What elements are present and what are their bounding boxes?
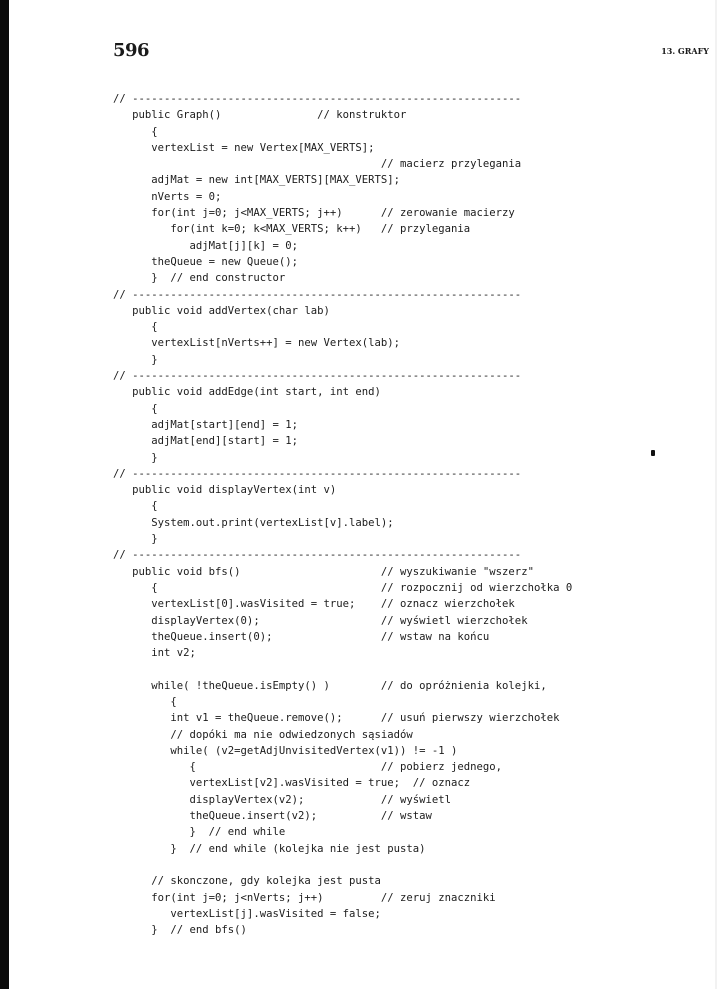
code-line: } // end constructor (113, 272, 286, 285)
code-line: } (113, 533, 158, 546)
code-line (113, 661, 703, 677)
code-line: public void bfs() // wyszukiwanie "wszerz" (113, 565, 534, 578)
code-line: for(int j=0; j<MAX_VERTS; j++) // zerowanie macierzy (113, 207, 515, 220)
code-line: { (113, 321, 158, 334)
code-line: } // end while (113, 826, 286, 839)
code-line: adjMat[j][k] = 0; (113, 239, 298, 252)
code-line: System.out.print(vertexList[v].label); (113, 516, 394, 529)
code-line: } (113, 353, 158, 366)
code-line: // ------------------------------------------------------------- (113, 93, 522, 105)
code-line: int v1 = theQueue.remove(); // usuń pierwszy wierzchołek (113, 712, 560, 725)
code-line: // dopóki ma nie odwiedzonych sąsiadów (113, 728, 413, 741)
code-line: nVerts = 0; (113, 190, 222, 203)
code-line: for(int j=0; j<nVerts; j++) // zeruj znaczniki (113, 891, 496, 904)
code-line: for(int k=0; k<MAX_VERTS; k++) // przylegania (113, 223, 471, 236)
code-line: theQueue = new Queue(); (113, 255, 298, 268)
page-number: 596 (113, 40, 150, 61)
code-line: displayVertex(0); // wyświetl wierzchołek (113, 614, 528, 627)
code-line: adjMat = new int[MAX_VERTS][MAX_VERTS]; (113, 174, 401, 187)
code-line: vertexList[v2].wasVisited = true; // oznacz (113, 777, 471, 790)
code-line: public void addVertex(char lab) (113, 304, 330, 317)
code-line: // ------------------------------------------------------------- (113, 467, 522, 480)
code-line: // skonczone, gdy kolejka jest pusta (113, 875, 381, 888)
print-speck (651, 450, 655, 456)
code-line: while( (v2=getAdjUnvisitedVertex(v1)) != -1 ) (113, 744, 458, 757)
code-line (113, 857, 703, 873)
code-line: // ------------------------------------------------------------- (113, 288, 522, 301)
code-line: public void addEdge(int start, int end) (113, 386, 381, 399)
code-line: vertexList[j].wasVisited = false; (113, 907, 381, 920)
code-line: { // pobierz jednego, (113, 761, 503, 774)
code-line: vertexList[0].wasVisited = true; // oznacz wierzchołek (113, 598, 515, 611)
page-binding-edge (0, 0, 9, 989)
running-head: 13. GRAFY (661, 46, 709, 56)
code-line: adjMat[start][end] = 1; (113, 418, 298, 431)
code-line: displayVertex(v2); // wyświetl (113, 793, 452, 806)
code-line: public void displayVertex(int v) (113, 484, 337, 497)
code-line: { (113, 125, 158, 138)
code-line: } (113, 451, 158, 464)
code-line: // ------------------------------------------------------------- (113, 370, 522, 383)
code-line: { (113, 695, 177, 708)
code-line: adjMat[end][start] = 1; (113, 435, 298, 448)
code-line: } // end bfs() (113, 924, 247, 937)
code-line: while( !theQueue.isEmpty() ) // do opróżnienia kolejki, (113, 679, 547, 692)
code-listing (113, 91, 703, 938)
code-line: int v2; (113, 647, 196, 660)
code-line: theQueue.insert(v2); // wstaw (113, 810, 432, 823)
code-line: public Graph() // konstruktor (113, 109, 407, 122)
code-line: { // rozpocznij od wierzchołka 0 (113, 581, 573, 594)
code-line: { (113, 500, 158, 513)
code-line: } // end while (kolejka nie jest pusta) (113, 842, 426, 855)
code-line: { (113, 402, 158, 415)
code-line: // macierz przylegania (113, 158, 522, 171)
code-line: theQueue.insert(0); // wstaw na końcu (113, 630, 490, 643)
code-line: // ------------------------------------------------------------- (113, 549, 522, 562)
code-line: vertexList[nVerts++] = new Vertex(lab); (113, 337, 401, 350)
code-line: vertexList = new Vertex[MAX_VERTS]; (113, 141, 375, 154)
